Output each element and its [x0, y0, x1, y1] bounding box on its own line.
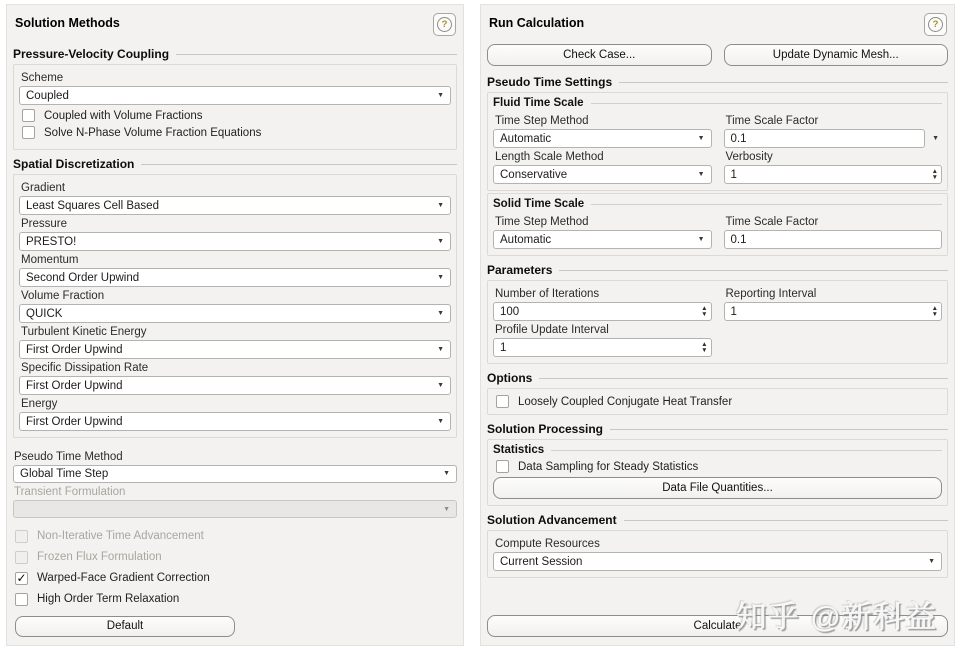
- checkbox-box: [22, 109, 35, 122]
- chevron-down-icon: ▼: [437, 238, 444, 245]
- statistics-header: [493, 444, 942, 456]
- time-scale-factor-field[interactable]: [725, 133, 925, 145]
- time-scale-factor-label: Time Scale Factor: [725, 115, 819, 127]
- momentum-label: Momentum: [21, 254, 79, 266]
- chevron-down-icon: ▼: [697, 236, 705, 243]
- top-buttons-row: [486, 42, 949, 70]
- gradient-select[interactable]: [19, 196, 451, 215]
- pseudo-time-method-value: Global Time Step: [20, 467, 109, 480]
- section-solution-advancement: [487, 513, 948, 527]
- solid-time-scale-header: [493, 198, 942, 210]
- checkbox-loosely-coupled-cht[interactable]: [496, 395, 940, 408]
- chevron-down-icon[interactable]: ▼: [932, 135, 939, 142]
- profile-update-interval-field[interactable]: [494, 342, 701, 354]
- energy-label: Energy: [21, 398, 58, 410]
- spinner-arrows-icon[interactable]: ▲ ▼: [701, 341, 708, 354]
- header-rule: [624, 520, 948, 521]
- header-rule: [539, 378, 948, 379]
- reporting-interval-input[interactable]: [724, 302, 943, 321]
- momentum-value: Second Order Upwind: [26, 271, 140, 284]
- header-rule: [141, 164, 457, 165]
- checkbox-data-sampling[interactable]: [496, 460, 940, 473]
- iterations-field[interactable]: [494, 306, 701, 318]
- spinner-arrows-icon[interactable]: ▲ ▼: [931, 305, 938, 318]
- chevron-down-icon: ▼: [437, 418, 444, 425]
- solution-methods-titlebar: [12, 11, 458, 42]
- compute-resources-select[interactable]: [493, 552, 942, 571]
- pvc-group: [13, 64, 457, 150]
- checkbox-coupled-with-volume-fractions[interactable]: [22, 109, 449, 122]
- checkbox-high-order-term-relaxation[interactable]: [15, 593, 456, 606]
- group-header: Solid Time Scale: [493, 198, 585, 210]
- checkbox-label: Warped-Face Gradient Correction: [37, 572, 210, 585]
- energy-select[interactable]: [19, 412, 451, 431]
- section-header: Pressure-Velocity Coupling: [13, 47, 170, 61]
- checkbox-box: [15, 551, 28, 564]
- transient-formulation-select: [13, 500, 457, 518]
- run-calculation-panel: [480, 4, 955, 646]
- tke-value: First Order Upwind: [26, 343, 123, 356]
- checkbox-non-iterative-time-advancement: [15, 530, 456, 543]
- panel-title: Run Calculation: [489, 16, 585, 30]
- checkbox-box: [496, 460, 509, 473]
- panel-title: Solution Methods: [15, 16, 120, 30]
- chevron-down-icon: ▼: [437, 346, 444, 353]
- spatial-group: [13, 174, 457, 438]
- spinner-arrows-icon[interactable]: ▲ ▼: [701, 305, 708, 318]
- data-file-quantities-button[interactable]: Data File Quantities...: [493, 477, 942, 499]
- pseudo-time-method-label: Pseudo Time Method: [14, 450, 123, 463]
- watermark-text: 知乎 @新科益: [736, 601, 938, 634]
- volume-fraction-value: QUICK: [26, 307, 63, 320]
- verbosity-input[interactable]: [724, 165, 943, 184]
- header-rule: [176, 54, 457, 55]
- group-header: Statistics: [493, 444, 545, 456]
- header-rule: [551, 450, 942, 451]
- section-solution-processing: [487, 422, 948, 436]
- scheme-select[interactable]: [19, 86, 451, 105]
- default-button[interactable]: Default: [15, 616, 235, 637]
- section-header: Options: [487, 371, 533, 385]
- update-dynamic-mesh-button[interactable]: Update Dynamic Mesh...: [724, 44, 949, 66]
- checkbox-box: [22, 126, 35, 139]
- checkbox-label: Frozen Flux Formulation: [37, 551, 162, 564]
- time-scale-factor-label: Time Scale Factor: [725, 216, 819, 228]
- run-calculation-titlebar: [486, 11, 949, 42]
- compute-resources-value: Current Session: [500, 555, 583, 568]
- spinner-arrows-icon[interactable]: ▲ ▼: [931, 168, 938, 181]
- profile-update-interval-label: Profile Update Interval: [495, 324, 609, 336]
- number-of-iterations-input[interactable]: [493, 302, 712, 321]
- fluid-time-scale-group: [487, 92, 948, 191]
- compute-resources-label: Compute Resources: [495, 538, 600, 550]
- chevron-down-icon: ▼: [437, 310, 444, 317]
- help-button[interactable]: [433, 13, 456, 36]
- sdr-value: First Order Upwind: [26, 379, 123, 392]
- parameters-group: [487, 280, 948, 364]
- checkbox-label: Loosely Coupled Conjugate Heat Transfer: [518, 395, 733, 408]
- chevron-down-icon: ▼: [443, 470, 450, 478]
- length-scale-method-select[interactable]: [493, 165, 712, 184]
- statistics-group: [487, 439, 948, 506]
- chevron-down-icon: ▼: [437, 274, 444, 281]
- turbulent-kinetic-energy-select[interactable]: [19, 340, 451, 359]
- time-step-method-label: Time Step Method: [495, 115, 589, 127]
- time-scale-factor-field[interactable]: [725, 234, 942, 246]
- checkbox-warped-face-gradient-correction[interactable]: [15, 572, 456, 585]
- checkbox-box-checked: ✓: [16, 570, 27, 585]
- verbosity-field[interactable]: [725, 169, 932, 181]
- chevron-down-icon: ▼: [443, 505, 450, 513]
- gradient-label: Gradient: [21, 182, 66, 194]
- time-step-method-value: Automatic: [500, 233, 552, 246]
- length-scale-method-label: Length Scale Method: [495, 151, 604, 163]
- help-button[interactable]: [924, 13, 947, 36]
- specific-dissipation-rate-label: Specific Dissipation Rate: [21, 362, 149, 374]
- header-rule: [610, 429, 948, 430]
- solid-time-step-method-select[interactable]: [493, 230, 712, 249]
- fluid-time-scale-header: [493, 97, 942, 109]
- checkbox-box: [15, 530, 28, 543]
- group-header: Fluid Time Scale: [493, 97, 584, 109]
- reporting-interval-field[interactable]: [725, 306, 932, 318]
- chevron-down-icon: ▼: [697, 171, 705, 178]
- section-spatial-discretization: [13, 157, 457, 171]
- energy-value: First Order Upwind: [26, 415, 123, 428]
- pseudo-time-method-select[interactable]: [13, 465, 457, 483]
- fluid-time-scale-factor-input[interactable]: [724, 129, 926, 148]
- turbulent-kinetic-energy-label: Turbulent Kinetic Energy: [21, 326, 147, 338]
- verbosity-label: Verbosity: [725, 151, 773, 163]
- checkbox-box: [496, 395, 509, 408]
- length-scale-method-value: Conservative: [500, 168, 568, 181]
- solution-advancement-group: [487, 530, 948, 578]
- checkbox-label: Data Sampling for Steady Statistics: [518, 460, 699, 473]
- momentum-select[interactable]: [19, 268, 451, 287]
- calculate-button[interactable]: Calculate: [487, 615, 948, 637]
- checkbox-label: Solve N-Phase Volume Fraction Equations: [44, 126, 262, 139]
- checkbox-label: Non-Iterative Time Advancement: [37, 530, 204, 543]
- solid-time-scale-factor-input[interactable]: [724, 230, 943, 249]
- help-icon: ?: [437, 17, 452, 32]
- section-pseudo-time-settings: [487, 75, 948, 89]
- header-rule: [619, 82, 948, 83]
- time-step-method-value: Automatic: [500, 132, 552, 145]
- fluid-time-step-method-select[interactable]: [493, 129, 712, 148]
- pressure-label: Pressure: [21, 218, 68, 230]
- chevron-down-icon: ▼: [697, 135, 705, 142]
- checkbox-box: [15, 593, 28, 606]
- section-parameters: [487, 263, 948, 277]
- number-of-iterations-label: Number of Iterations: [495, 288, 600, 300]
- gradient-value: Least Squares Cell Based: [26, 199, 159, 212]
- solution-methods-panel: [6, 4, 464, 646]
- section-pressure-velocity-coupling: [13, 47, 457, 61]
- chevron-down-icon: ▼: [437, 92, 444, 99]
- scheme-value: Coupled: [26, 89, 69, 102]
- specific-dissipation-rate-select[interactable]: [19, 376, 451, 395]
- header-rule: [591, 204, 942, 205]
- check-case-button[interactable]: Check Case...: [487, 44, 712, 66]
- transient-formulation-label: Transient Formulation: [14, 485, 126, 498]
- chevron-down-icon: ▼: [437, 382, 444, 389]
- section-header: Pseudo Time Settings: [487, 75, 613, 89]
- options-group: [487, 388, 948, 415]
- chevron-down-icon: ▼: [437, 202, 444, 209]
- scheme-label: Scheme: [21, 72, 64, 84]
- header-rule: [559, 270, 948, 271]
- time-step-method-label: Time Step Method: [495, 216, 589, 228]
- checkbox-frozen-flux-formulation: [15, 551, 456, 564]
- section-header: Spatial Discretization: [13, 157, 135, 171]
- chevron-down-icon: ▼: [928, 558, 935, 565]
- checkbox-label: High Order Term Relaxation: [37, 593, 180, 606]
- profile-update-interval-input[interactable]: [493, 338, 712, 357]
- solid-time-scale-group: [487, 193, 948, 256]
- section-options: [487, 371, 948, 385]
- section-header: Solution Processing: [487, 422, 604, 436]
- volume-fraction-label: Volume Fraction: [21, 290, 105, 302]
- header-rule: [591, 103, 942, 104]
- reporting-interval-label: Reporting Interval: [725, 288, 817, 300]
- checkbox-label: Coupled with Volume Fractions: [44, 109, 203, 122]
- volume-fraction-select[interactable]: [19, 304, 451, 323]
- section-header: Parameters: [487, 263, 553, 277]
- pressure-value: PRESTO!: [26, 235, 77, 248]
- help-icon: ?: [928, 17, 943, 32]
- checkbox-solve-nphase[interactable]: [22, 126, 449, 139]
- pressure-select[interactable]: [19, 232, 451, 251]
- section-header: Solution Advancement: [487, 513, 617, 527]
